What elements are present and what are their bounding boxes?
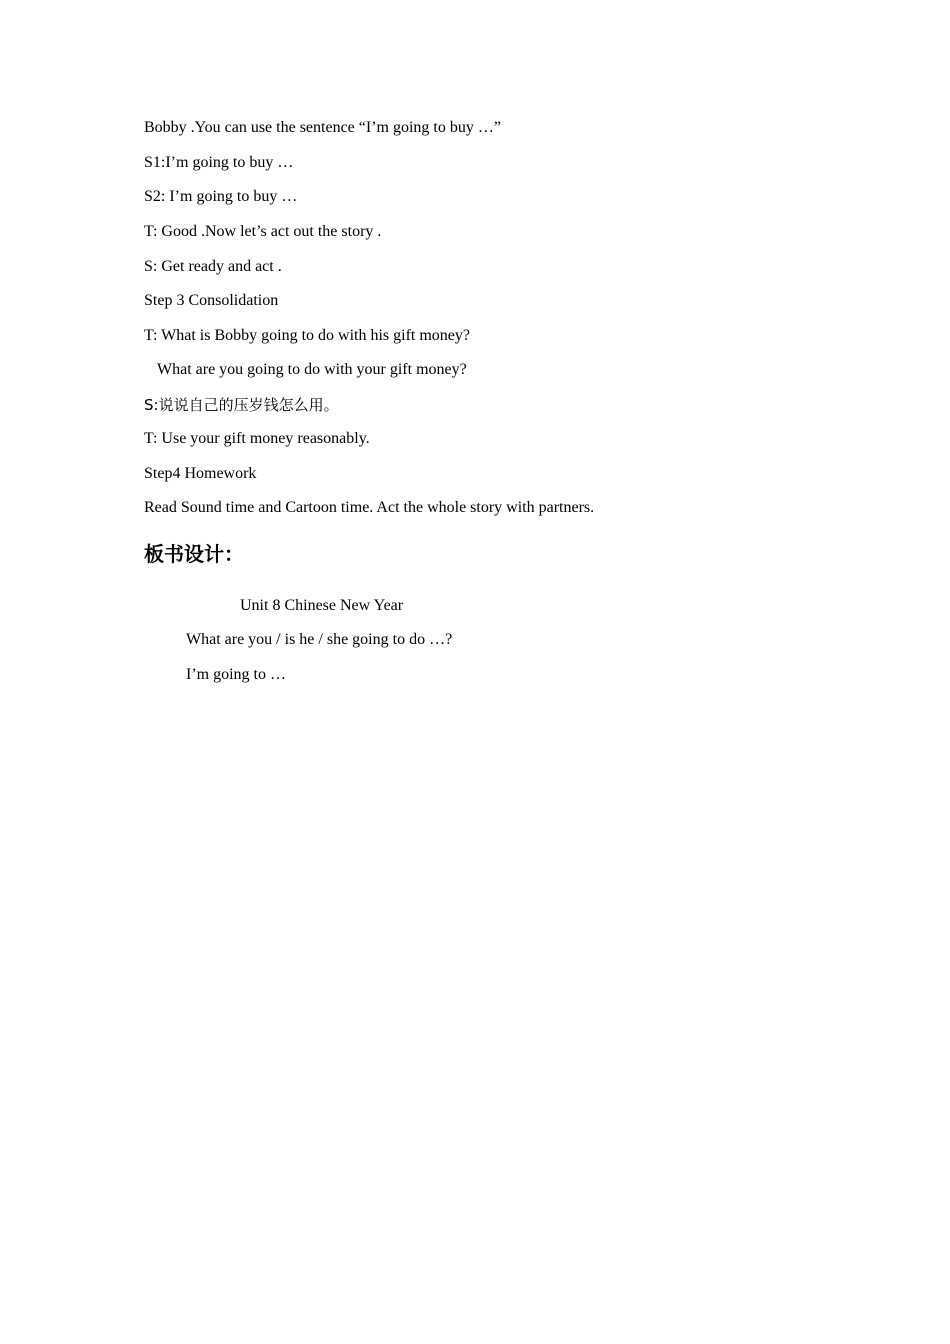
text-line: Bobby .You can use the sentence “I’m going to buy …” — [144, 119, 501, 136]
board-design-heading: 板书设计： — [144, 542, 244, 566]
text-line: Read Sound time and Cartoon time. Act the whole story with partners. — [144, 499, 595, 516]
text-line: Step 3 Consolidation — [144, 292, 279, 309]
text-line: S1:I’m going to buy … — [144, 154, 294, 171]
text-line: Step4 Homework — [144, 465, 257, 482]
text-line: T: Use your gift money reasonably. — [144, 430, 370, 447]
text-line: S: Get ready and act . — [144, 258, 282, 275]
text-line: S2: I’m going to buy … — [144, 188, 298, 205]
text-line: T: What is Bobby going to do with his gift money? — [144, 327, 470, 344]
text-line: T: Good .Now let’s act out the story . — [144, 223, 382, 240]
text-line: S:说说自己的压岁钱怎么用。 — [144, 396, 339, 414]
board-question: What are you / is he / she going to do …? — [186, 631, 453, 648]
text-line: What are you going to do with your gift money? — [157, 361, 467, 378]
board-answer: I’m going to … — [186, 666, 286, 683]
board-title: Unit 8 Chinese New Year — [240, 597, 404, 614]
